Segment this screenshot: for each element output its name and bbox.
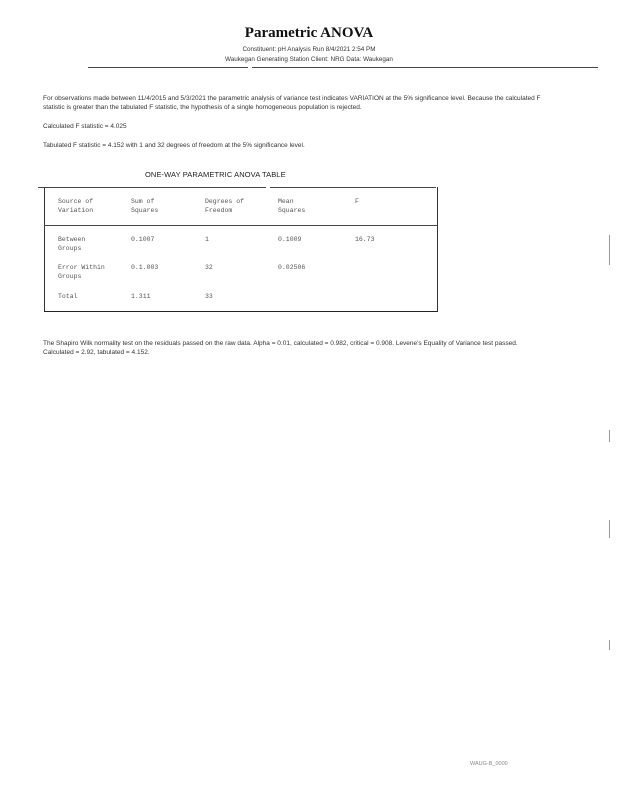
analysis-info: Constituent: pH Analysis Run 8/4/2021 2:54 PM: [242, 46, 376, 53]
scan-mark: [609, 430, 610, 442]
header-mean-squares: Mean Squares: [278, 198, 306, 214]
row-error-ss: 0.1.003: [131, 264, 159, 271]
scan-mark: [609, 640, 610, 650]
header-rule-right: [252, 67, 598, 68]
normality-footnote: The Shapiro Wilk normality test on the residuals passed on the raw data. Alpha = 0.01, calculated = 0.982, critical = 0.908. Levene's Equality of Variance test passed. Calculated = 2.92, tabulated = 4.152.: [43, 340, 518, 356]
scan-mark: [609, 520, 610, 538]
site-info: Waukegan Generating Station Client: NRG Data: Waukegan: [225, 56, 393, 63]
tabulated-f-statistic: Tabulated F statistic = 4.152 with 1 and 32 degrees of freedom at the 5% significance level.: [43, 142, 305, 149]
header-rule-left: [88, 67, 248, 68]
row-error-df: 32: [205, 264, 213, 271]
anova-table-title: ONE-WAY PARAMETRIC ANOVA TABLE: [145, 170, 286, 179]
row-error-ms: 0.02506: [278, 264, 306, 271]
row-between-ss: 0.1007: [131, 236, 155, 243]
row-between-source: Between Groups: [58, 236, 86, 252]
scan-mark: [609, 235, 610, 265]
row-between-f: 16.73: [355, 236, 375, 243]
row-between-df: 1: [205, 236, 209, 243]
header-degrees-of-freedom: Degrees of Freedom: [205, 198, 245, 214]
document-code: WAUG-B_0000: [470, 761, 508, 767]
row-total-df: 33: [205, 293, 213, 300]
page-title: Parametric ANOVA: [244, 25, 374, 41]
row-total-source: Total: [58, 293, 78, 300]
row-error-source: Error Within Groups: [58, 264, 105, 280]
row-total-ss: 1.311: [131, 293, 151, 300]
header-f: F: [355, 198, 359, 205]
calculated-f-statistic: Calculated F statistic = 4.025: [43, 123, 127, 130]
conclusion-paragraph: For observations made between 11/4/2015 and 5/3/2021 the parametric analysis of variance test indicates VARIATION at the 5% significance level. Because the calculated F statistic is greater than the tabulated F statistic, the hypothesis of a single homogeneous population is rejected.: [43, 95, 541, 111]
row-between-ms: 0.1009: [278, 236, 302, 243]
header-source: Source of Variation: [58, 198, 94, 214]
table-header-rule: [44, 225, 437, 226]
header-sum-of-squares: Sum of Squares: [131, 198, 159, 214]
